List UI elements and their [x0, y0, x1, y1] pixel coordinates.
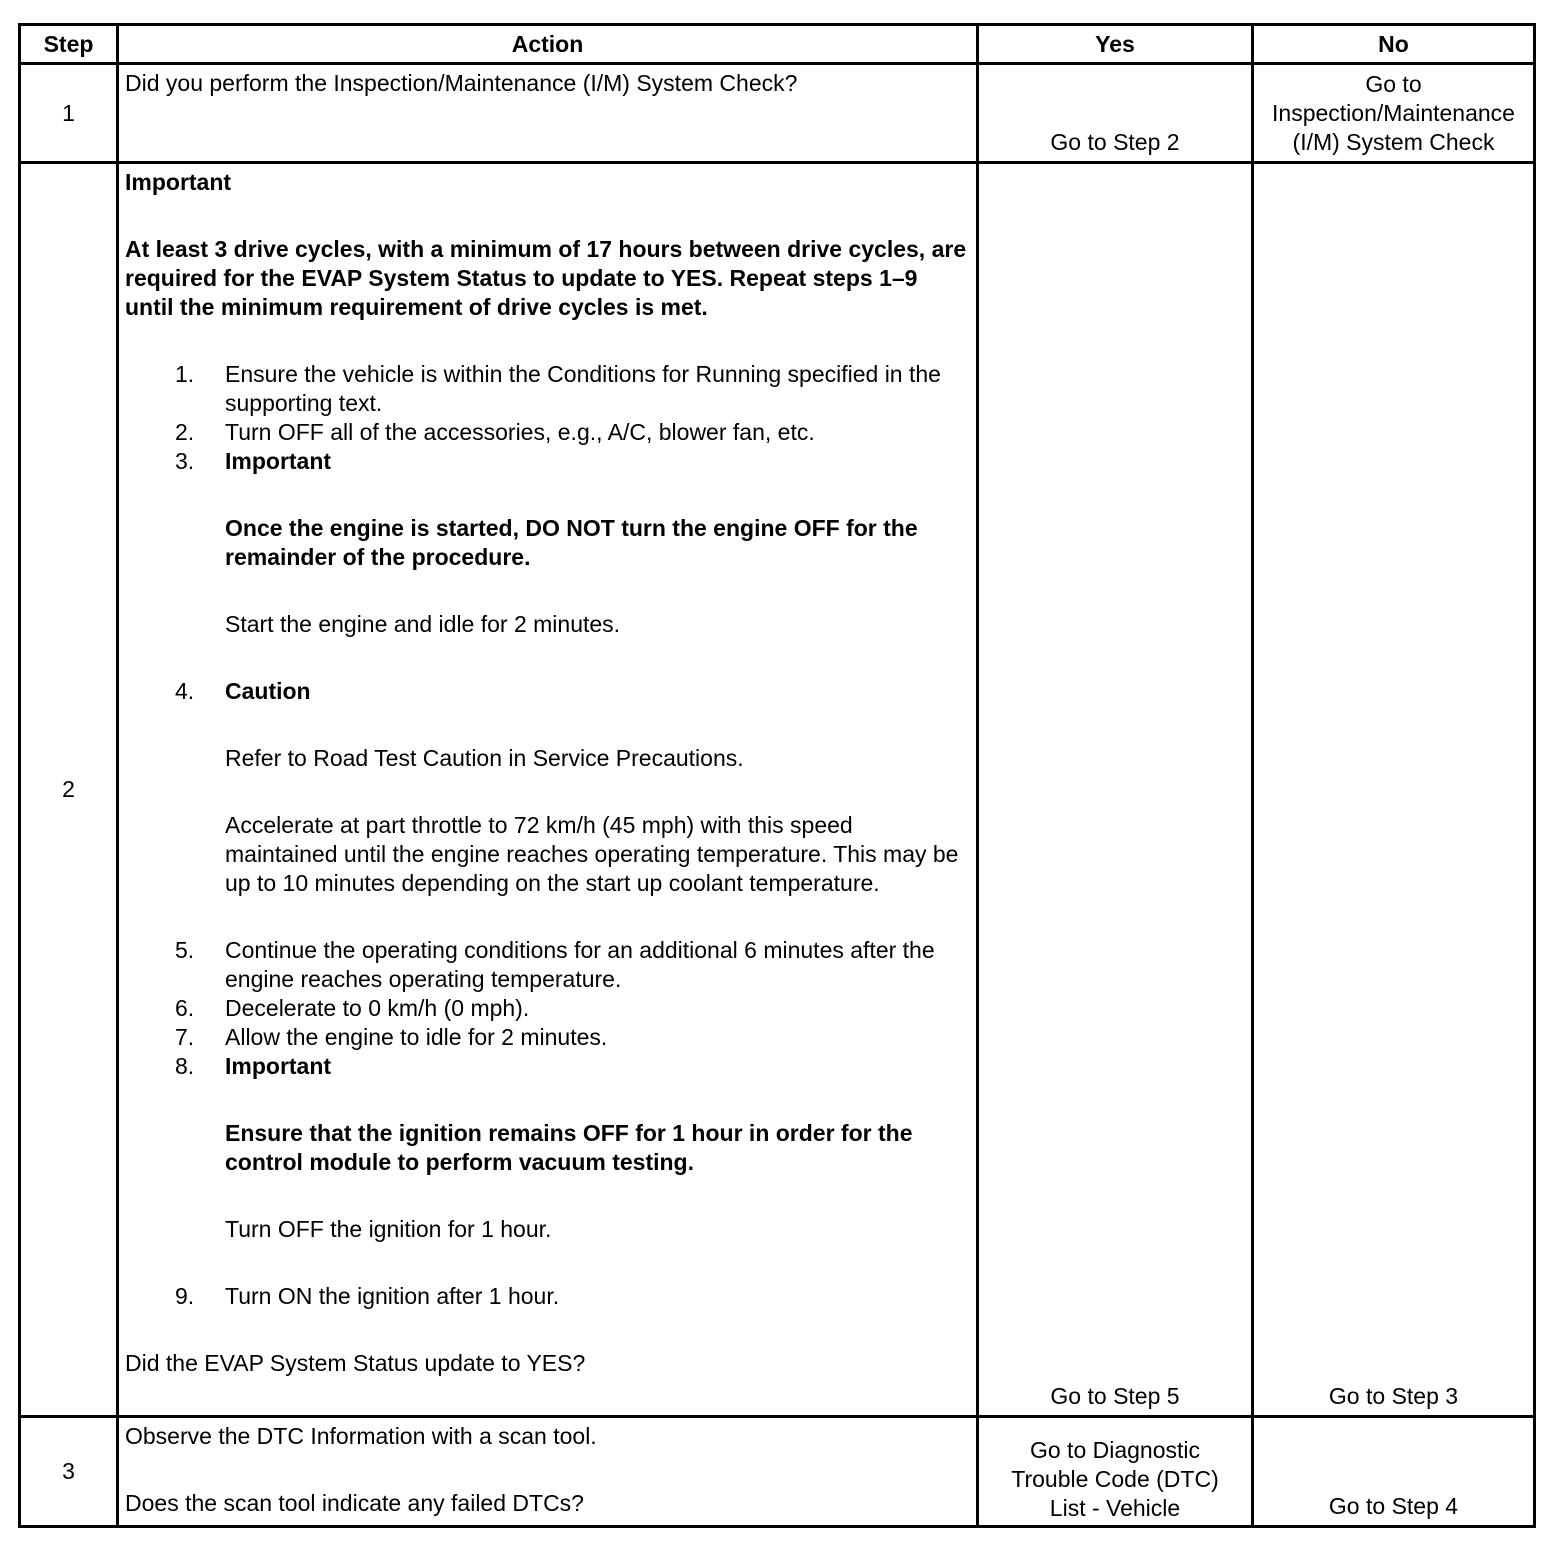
- substep-number: 7.: [175, 1024, 195, 1050]
- no-cell: [1253, 1417, 1535, 1527]
- yes-cell: [978, 64, 1253, 163]
- yes-cell: [978, 1417, 1253, 1527]
- substep-text: Turn ON the ignition after 1 hour.: [225, 1283, 560, 1309]
- substep-text: Turn OFF all of the accessories, e.g., A/C, blower fan, etc.: [225, 419, 815, 445]
- substep-text: Ensure the vehicle is within the Conditions for Running specified in the supporting text.: [225, 361, 941, 416]
- list-item: [125, 447, 970, 677]
- no-result-line: Go to: [1365, 71, 1422, 97]
- table-row: [20, 1417, 1535, 1527]
- list-item: [125, 994, 970, 1023]
- substep-number: 4.: [175, 678, 195, 704]
- no-result-line: Inspection/Maintenance: [1272, 100, 1515, 126]
- list-item: [125, 1282, 970, 1311]
- yes-result-line: Trouble Code (DTC): [1011, 1466, 1219, 1492]
- header-action: Action: [118, 25, 978, 64]
- substep-number: 1.: [175, 361, 195, 387]
- substep-label: Important: [225, 448, 332, 474]
- no-result: Go to Step 3: [1328, 1383, 1459, 1409]
- important-text: At least 3 drive cycles, with a minimum of 17 hours between drive cycles, are required for the EVAP System Status to update to YES. Repeat steps 1–9 until the minimum requirement of drive cycles is met.: [125, 236, 967, 320]
- substep-text: Continue the operating conditions for an additional 6 minutes after the engine reaches operating temperature.: [225, 937, 935, 992]
- action-text: Did you perform the Inspection/Maintenance (I/M) System Check?: [125, 70, 798, 96]
- list-item: [125, 936, 970, 994]
- question-text: Did the EVAP System Status update to YES?: [125, 1350, 586, 1376]
- header-step: Step: [20, 25, 118, 64]
- substep-text: Allow the engine to idle for 2 minutes.: [225, 1024, 608, 1050]
- action-cell: [118, 163, 978, 1417]
- header-no: No: [1253, 25, 1535, 64]
- step-number: 3: [20, 1417, 118, 1527]
- substep-bold-text: Once the engine is started, DO NOT turn the engine OFF for the remainder of the procedure.: [225, 515, 918, 570]
- action-cell: [118, 64, 978, 163]
- step-number: 1: [20, 64, 118, 163]
- list-item: [125, 1023, 970, 1052]
- action-text: Observe the DTC Information with a scan tool.: [125, 1423, 597, 1449]
- no-cell: [1253, 163, 1535, 1417]
- substep-label: Important: [225, 1053, 332, 1079]
- table-row: [20, 64, 1535, 163]
- substep-text: Turn OFF the ignition for 1 hour.: [225, 1216, 552, 1242]
- list-item: [125, 677, 970, 936]
- step-number: 2: [20, 163, 118, 1417]
- no-result-line: (I/M) System Check: [1292, 129, 1495, 155]
- substep-text: Start the engine and idle for 2 minutes.: [225, 611, 621, 637]
- yes-result: Go to Step 5: [1050, 1383, 1180, 1409]
- substep-list: [125, 360, 970, 1311]
- question-text: Does the scan tool indicate any failed DTCs?: [125, 1490, 584, 1516]
- no-cell: [1253, 64, 1535, 163]
- substep-number: 8.: [175, 1053, 195, 1079]
- substep-label: Caution: [225, 678, 311, 704]
- substep-number: 5.: [175, 937, 195, 963]
- header-yes: Yes: [978, 25, 1253, 64]
- header-row: [20, 25, 1535, 64]
- yes-result-line: List - Vehicle: [1049, 1495, 1181, 1521]
- substep-number: 2.: [175, 419, 195, 445]
- yes-result-line: Go to Diagnostic: [1029, 1437, 1201, 1463]
- substep-bold-text: Ensure that the ignition remains OFF for 1 hour in order for the control module to perform vacuum testing.: [225, 1120, 913, 1175]
- yes-cell: [978, 163, 1253, 1417]
- substep-number: 6.: [175, 995, 195, 1021]
- substep-text: Decelerate to 0 km/h (0 mph).: [225, 995, 530, 1021]
- important-label: Important: [125, 169, 232, 195]
- yes-result: Go to Step 2: [1050, 129, 1180, 155]
- substep-number: 9.: [175, 1283, 195, 1309]
- list-item: [125, 1052, 970, 1282]
- substep-text: Accelerate at part throttle to 72 km/h (45 mph) with this speed maintained until the engine reaches operating temperature. This may be up to 10 minutes depending on the start up coolant temperature.: [225, 812, 959, 896]
- substep-text: Refer to Road Test Caution in Service Precautions.: [225, 745, 744, 771]
- substep-number: 3.: [175, 448, 195, 474]
- no-result: Go to Step 4: [1328, 1493, 1459, 1519]
- list-item: [125, 360, 970, 418]
- list-item: [125, 418, 970, 447]
- action-cell: [118, 1417, 978, 1527]
- procedure-table: [18, 23, 1536, 1528]
- table-row: [20, 163, 1535, 1417]
